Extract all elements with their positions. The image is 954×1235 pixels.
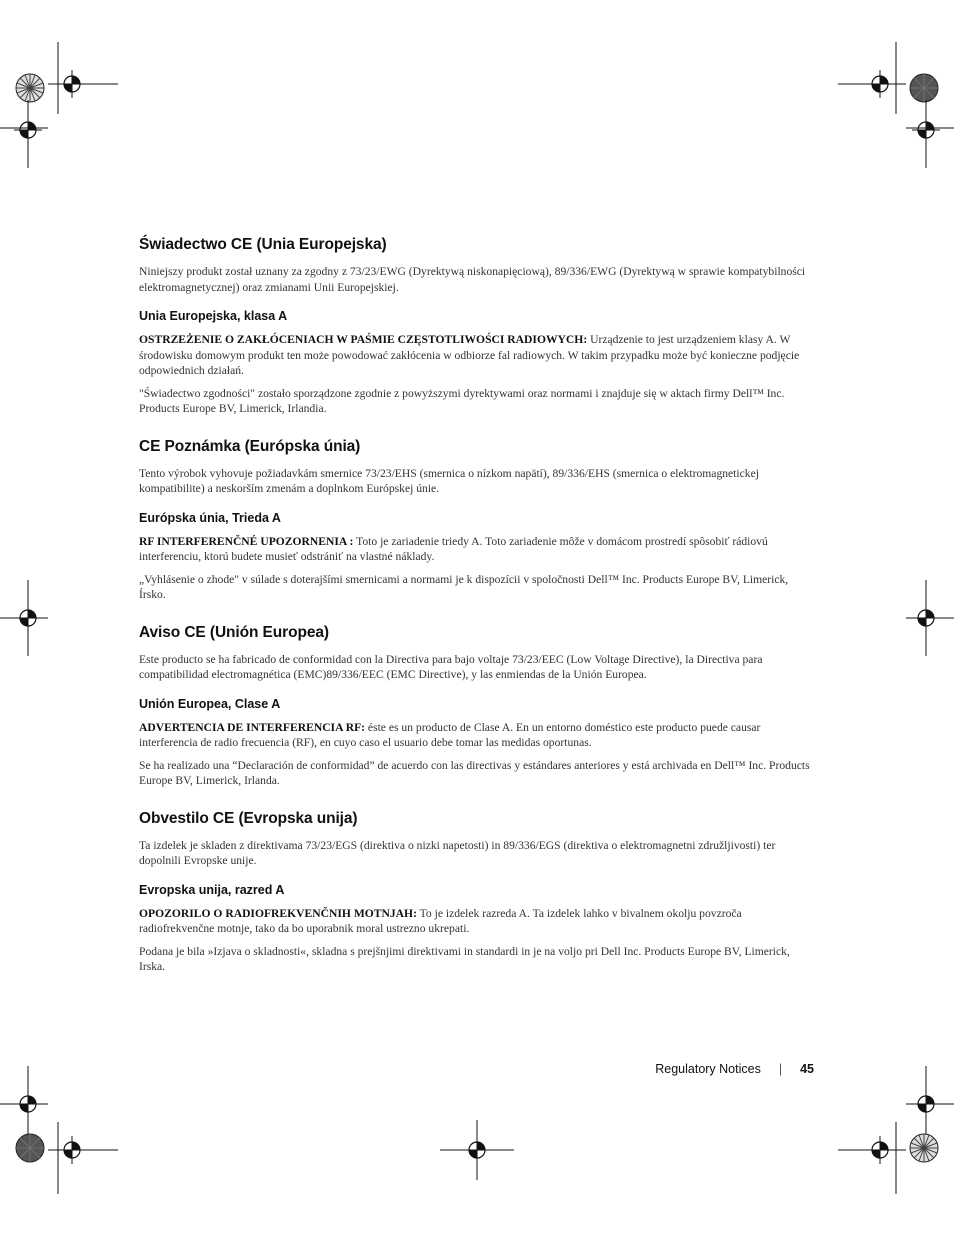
page-footer (655, 1062, 814, 1076)
warning-paragraph (139, 534, 815, 565)
declaration-paragraph: Podana je bila »Izjava o skladnosti«, skladna s prejšnjimi direktivami in standardi in je na voljo pri Dell Inc. Products Europe BV, Limerick, Irska. (139, 944, 790, 973)
declaration-paragraph: "Świadectwo zgodności" zostało sporządzone zgodnie z powyższymi dyrektywami oraz normami i znajduje się w aktach firmy Dell™ Inc. Products Europe BV, Limerick, Irlandia. (139, 386, 785, 415)
warning-text: To je izdelek razreda A. Ta izdelek lahko v bivalnem okolju povzroča radiofrekvenčne motnje, tako da bo uporabnik moral ustrezno ukrepati. (139, 906, 742, 935)
warning-text: Urządzenie to jest urządzeniem klasy A. W środowisku domowym produkt ten może powodować zakłócenia w odbiorze fal radiowych. W takim przypadku może być konieczne podjęcie odpowiednich działań. (139, 333, 800, 377)
subsection-heading: Evropska unija, razred A (139, 882, 285, 897)
subsection-heading: Unión Europea, Clase A (139, 696, 281, 711)
warning-paragraph (139, 332, 815, 379)
warning-label: OPOZORILO O RADIOFREKVENČNIH MOTNJAH: (139, 906, 417, 920)
footer-separator: | (778, 1062, 783, 1076)
footer-label: Regulatory Notices (655, 1062, 761, 1076)
main-content (139, 236, 815, 982)
section-polish (139, 236, 815, 417)
subsection-heading: Európska únia, Trieda A (139, 510, 281, 525)
section-slovenian (139, 810, 815, 975)
section-intro: Ta izdelek je skladen z direktivama 73/23/EGS (direktiva o nizki napetosti) in 89/336/EGS (direktiva o elektromagnetni združljivosti) ter dopolnili Evropske unije. (139, 838, 776, 867)
section-intro: Niniejszy produkt został uznany za zgodny z 73/23/EWG (Dyrektywą niskonapięciową), 89/336/EWG (Dyrektywą w sprawie kompatybilności elektromagnetycznej) oraz zmianami Unii Europejskiej. (139, 265, 806, 294)
warning-paragraph (139, 906, 815, 937)
warning-text: Toto je zariadenie triedy A. Toto zariadenie môže v domácom prostredí spôsobiť rádiovú interferenciu, ktorú budete musieť odstrániť na vlastné náklady. (139, 534, 768, 563)
section-heading: Aviso CE (Unión Europea) (139, 623, 329, 641)
section-heading: Świadectwo CE (Unia Europejska) (139, 236, 387, 253)
section-heading: Obvestilo CE (Evropska unija) (139, 809, 358, 827)
page-number: 45 (800, 1062, 814, 1076)
section-heading: CE Poznámka (Európska únia) (139, 437, 361, 455)
declaration-paragraph: „Vyhlásenie o zhode" v súlade s doterajšími smernicami a normami je k dispozícii v spoločnosti Dell™ Inc. Products Europe BV, Limerick, Írsko. (139, 572, 789, 601)
warning-label: OSTRZEŻENIE O ZAKŁÓCENIACH W PAŚMIE CZĘSTOTLIWOŚCI RADIOWYCH: (139, 333, 588, 346)
section-spanish (139, 624, 815, 789)
warning-label: ADVERTENCIA DE INTERFERENCIA RF: (139, 720, 366, 734)
section-intro: Tento výrobok vyhovuje požiadavkám smernice 73/23/EHS (smernica o nízkom napätí), 89/336/EHS (smernica o elektromagnetickej kompatibilite) a neskorším zmenám a doplnkom Európskej únie. (139, 466, 759, 495)
warning-label: RF INTERFERENČNÉ UPOZORNENIA : (139, 534, 354, 548)
subsection-heading: Unia Europejska, klasa A (139, 309, 288, 323)
section-intro: Este producto se ha fabricado de conformidad con la Directiva para bajo voltaje 73/23/EEC (Low Voltage Directive), la Directiva para compatibilidad electromagnética (EMC)89/336/EEC (EMC Directive), y las enmiendas de la Unión Europea. (139, 652, 763, 681)
declaration-paragraph: Se ha realizado una “Declaración de conformidad” de acuerdo con las directivas y estándares anteriores y está archivada en Dell™ Inc. Products Europe BV, Limerick, Irlanda. (139, 758, 810, 787)
warning-paragraph (139, 720, 815, 751)
section-slovak (139, 438, 815, 603)
warning-text: éste es un producto de Clase A. En un entorno doméstico este producto puede causar interferencia de radio frecuencia (RF), en cuyo caso el usuario debe tomar las medidas oportunas. (139, 720, 761, 749)
